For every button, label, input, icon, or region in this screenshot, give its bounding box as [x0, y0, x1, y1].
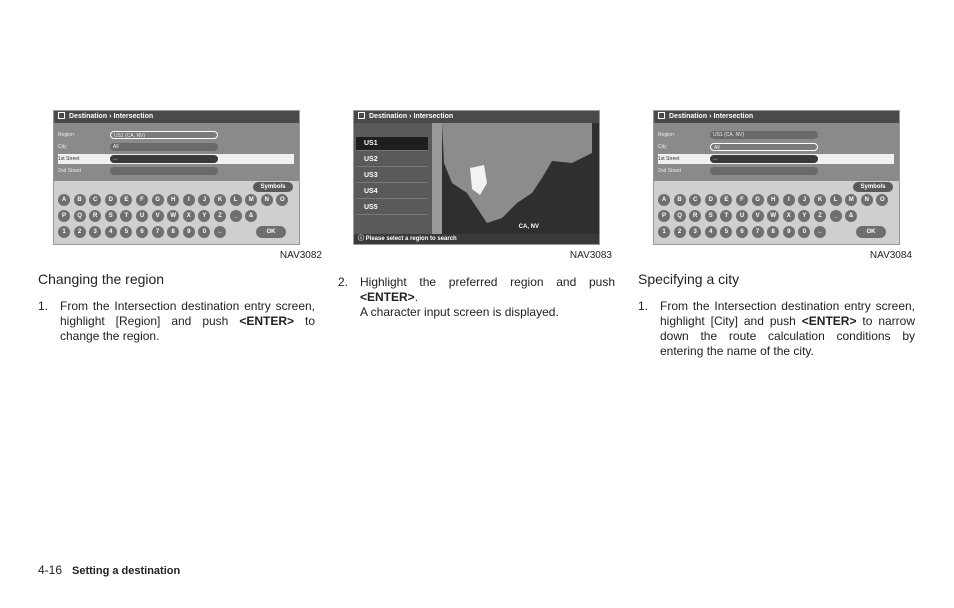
keyboard-key[interactable]: E	[120, 194, 132, 206]
keyboard-key[interactable]: 0	[798, 226, 810, 238]
keyboard-key[interactable]: A	[58, 194, 70, 206]
keyboard-key[interactable]: ←	[814, 226, 826, 238]
region-list	[354, 123, 432, 234]
nav-screenshot-city	[653, 110, 900, 245]
keyboard-key[interactable]: 8	[767, 226, 779, 238]
keyboard-key[interactable]: R	[89, 210, 101, 222]
form-row-value: All	[110, 143, 218, 151]
status-text: Please select a region to search	[365, 236, 457, 242]
form-row-label: 1st Street	[58, 156, 80, 162]
keyboard-key[interactable]: P	[58, 210, 70, 222]
step-text-end: to narrow down the route calculation conditions by entering the name of the city.	[660, 314, 916, 358]
form-row[interactable]	[58, 130, 294, 140]
keyboard-key[interactable]: I	[183, 194, 195, 206]
keyboard-key[interactable]: J	[198, 194, 210, 206]
instruction-step	[638, 299, 915, 359]
keyboard-key[interactable]: &	[845, 210, 857, 222]
form-row-label: 2nd Street	[58, 168, 82, 174]
keyboard-key[interactable]: D	[705, 194, 717, 206]
keyboard-key[interactable]: H	[167, 194, 179, 206]
keyboard-key[interactable]: N	[861, 194, 873, 206]
keyboard-key[interactable]: V	[752, 210, 764, 222]
keyboard-key[interactable]: B	[74, 194, 86, 206]
step-text: From the Intersection destination entry screen, highlight [City] and push	[660, 299, 915, 328]
form-row[interactable]	[658, 154, 894, 164]
zoom-scroll-wheel[interactable]	[432, 123, 442, 234]
ok-button[interactable]: OK	[856, 226, 886, 238]
keyboard-key[interactable]: T	[120, 210, 132, 222]
screen-title-bar	[654, 111, 899, 123]
page-number: 4-16	[38, 563, 63, 577]
keyboard-key[interactable]: U	[736, 210, 748, 222]
form-row[interactable]	[658, 130, 894, 140]
keyboard-key[interactable]: 7	[152, 226, 164, 238]
step-text: Highlight the preferred region and push	[360, 275, 615, 289]
screen-title: Destination	[669, 113, 708, 120]
menu-grid-icon	[358, 112, 365, 119]
keyboard-key[interactable]: U	[136, 210, 148, 222]
keyboard-key[interactable]: 9	[183, 226, 195, 238]
form-row[interactable]	[58, 154, 294, 164]
keyboard-key[interactable]: J	[798, 194, 810, 206]
region-item[interactable]: US3	[356, 169, 428, 183]
keyboard-key[interactable]: W	[767, 210, 779, 222]
keyboard-key[interactable]: M	[245, 194, 257, 206]
keyboard-key[interactable]: S	[105, 210, 117, 222]
keyboard-key[interactable]: P	[658, 210, 670, 222]
form-row-label: Region	[658, 132, 674, 138]
keyboard-key[interactable]: F	[736, 194, 748, 206]
keyboard-key[interactable]: 2	[74, 226, 86, 238]
keyboard-key[interactable]: Y	[198, 210, 210, 222]
keyboard-key[interactable]: _	[230, 210, 242, 222]
form-row-value	[710, 167, 818, 175]
map-region-label: CA, NV	[518, 224, 539, 230]
breadcrumb-separator-icon: ›	[709, 113, 712, 120]
keyboard-key[interactable]: &	[245, 210, 257, 222]
keyboard-key[interactable]: 3	[689, 226, 701, 238]
menu-grid-icon	[658, 112, 665, 119]
breadcrumb-separator-icon: ›	[109, 113, 112, 120]
keyboard-key[interactable]: Z	[814, 210, 826, 222]
keyboard-key[interactable]: L	[830, 194, 842, 206]
nav-screenshot-region	[53, 110, 300, 245]
section-heading: Specifying a city	[638, 271, 740, 287]
symbols-button[interactable]: Symbols	[253, 182, 293, 192]
keyboard-key[interactable]: 1	[58, 226, 70, 238]
keyboard-key[interactable]: I	[783, 194, 795, 206]
form-row[interactable]	[58, 142, 294, 152]
keyboard-key[interactable]: 1	[658, 226, 670, 238]
keyboard-key[interactable]: C	[89, 194, 101, 206]
keyboard-key[interactable]: 6	[736, 226, 748, 238]
keyboard-key[interactable]: V	[152, 210, 164, 222]
page-footer	[38, 563, 180, 577]
form-row-value: ...	[710, 155, 818, 163]
step-number: 1.	[638, 299, 649, 313]
symbols-button[interactable]: Symbols	[853, 182, 893, 192]
keyboard-key[interactable]: X	[183, 210, 195, 222]
keyboard-key[interactable]: O	[876, 194, 888, 206]
keyboard-key[interactable]: X	[783, 210, 795, 222]
form-row-label: Region	[58, 132, 74, 138]
keyboard-key[interactable]: H	[767, 194, 779, 206]
keyboard-key[interactable]: 6	[136, 226, 148, 238]
instruction-step	[38, 299, 315, 344]
form-row-label: City	[658, 144, 667, 150]
screen-title-bar	[54, 111, 299, 123]
keyboard-key[interactable]: R	[689, 210, 701, 222]
keyboard-key[interactable]: N	[261, 194, 273, 206]
map-view	[432, 123, 599, 234]
keyboard-key[interactable]: L	[230, 194, 242, 206]
keyboard-key[interactable]: B	[674, 194, 686, 206]
keyboard-key[interactable]: F	[136, 194, 148, 206]
form-row[interactable]	[58, 166, 294, 176]
keyboard-key[interactable]: O	[276, 194, 288, 206]
form-row-label: 1st Street	[658, 156, 680, 162]
keyboard-key[interactable]: G	[752, 194, 764, 206]
keyboard-key[interactable]: 7	[752, 226, 764, 238]
keyboard-key[interactable]: ←	[214, 226, 226, 238]
form-row-value: US1 (CA, NV)	[710, 131, 818, 139]
keyboard-key[interactable]: _	[830, 210, 842, 222]
keyboard-key[interactable]: 5	[720, 226, 732, 238]
keyboard-key[interactable]: 0	[198, 226, 210, 238]
keyboard-key[interactable]: G	[152, 194, 164, 206]
keyboard-key[interactable]: C	[689, 194, 701, 206]
screen-title: Destination	[69, 113, 108, 120]
form-row-value: All	[710, 143, 818, 151]
form-row-label: City	[58, 144, 67, 150]
keyboard-key[interactable]: 5	[120, 226, 132, 238]
section-heading: Changing the region	[38, 271, 165, 287]
form-row-value	[110, 167, 218, 175]
nav-screenshot-map	[353, 110, 600, 245]
keyboard-key[interactable]: E	[720, 194, 732, 206]
step-text-end: to change the region.	[60, 314, 315, 343]
figure-caption: NAV3082	[279, 250, 322, 261]
keyboard-key[interactable]: 4	[105, 226, 117, 238]
status-bar	[354, 234, 599, 244]
keyboard-key[interactable]: 8	[167, 226, 179, 238]
menu-grid-icon	[58, 112, 65, 119]
screen-title: Destination	[369, 113, 408, 120]
enter-key-label: <ENTER>	[239, 314, 295, 328]
info-icon: ⓘ	[358, 236, 366, 242]
keyboard-key[interactable]: 3	[89, 226, 101, 238]
keyboard-key[interactable]: W	[167, 210, 179, 222]
figure-caption: NAV3084	[869, 250, 912, 261]
form-row[interactable]	[658, 166, 894, 176]
step-number: 1.	[38, 299, 49, 313]
continent-shape	[442, 123, 592, 223]
keyboard-key[interactable]: 4	[705, 226, 717, 238]
screen-subtitle: Intersection	[413, 113, 454, 120]
breadcrumb-separator-icon: ›	[409, 113, 412, 120]
keyboard-key[interactable]: 2	[674, 226, 686, 238]
keyboard-key[interactable]: Y	[798, 210, 810, 222]
enter-key-label: <ENTER>	[360, 290, 415, 304]
form-row-label: 2nd Street	[658, 168, 682, 174]
region-item[interactable]: US1	[356, 137, 428, 151]
screen-subtitle: Intersection	[113, 113, 154, 120]
keyboard-key[interactable]: K	[814, 194, 826, 206]
region-item[interactable]: US5	[356, 201, 428, 215]
step-number: 2.	[338, 275, 349, 289]
footer-section-title: Setting a destination	[72, 565, 181, 577]
enter-key-label: <ENTER>	[801, 314, 857, 328]
keyboard-key[interactable]: Q	[74, 210, 86, 222]
step-result-text: A character input screen is displayed.	[360, 305, 559, 319]
keyboard-key[interactable]: D	[105, 194, 117, 206]
region-item[interactable]: US4	[356, 185, 428, 199]
form-row-value: ...	[110, 155, 218, 163]
screen-subtitle: Intersection	[713, 113, 754, 120]
keyboard-key[interactable]: Z	[214, 210, 226, 222]
step-text-end: .	[414, 290, 419, 304]
form-row-value: US1 (CA, NV)	[110, 131, 218, 139]
keyboard-key[interactable]: K	[214, 194, 226, 206]
keyboard-key[interactable]: T	[720, 210, 732, 222]
keyboard-key[interactable]: A	[658, 194, 670, 206]
step-text: From the Intersection destination entry screen, highlight [Region] and push	[60, 299, 315, 328]
ok-button[interactable]: OK	[256, 226, 286, 238]
screen-title-bar	[354, 111, 599, 123]
form-row[interactable]	[658, 142, 894, 152]
region-item[interactable]: US2	[356, 153, 428, 167]
keyboard-key[interactable]: S	[705, 210, 717, 222]
keyboard-key[interactable]: M	[845, 194, 857, 206]
north-america-map	[432, 123, 599, 234]
keyboard-key[interactable]: Q	[674, 210, 686, 222]
keyboard-key[interactable]: 9	[783, 226, 795, 238]
figure-caption: NAV3083	[569, 250, 612, 261]
instruction-step	[338, 275, 615, 320]
